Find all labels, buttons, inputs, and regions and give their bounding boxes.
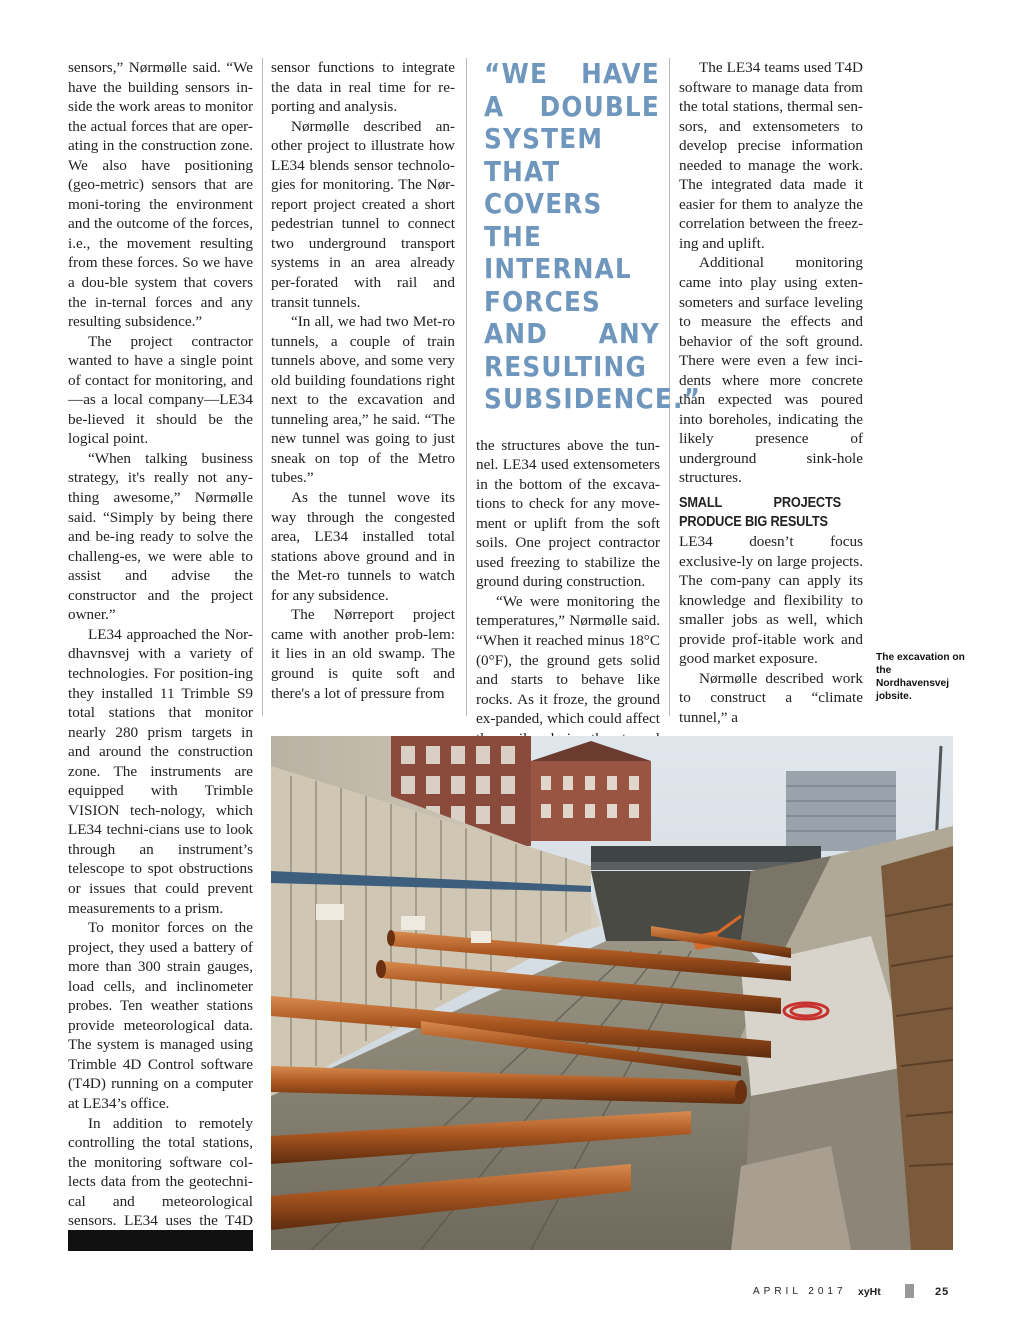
page-number: 25	[935, 1286, 950, 1298]
excavation-photo-illustration	[271, 736, 953, 1250]
paragraph: The LE34 teams used T4D software to manage data from the total stations, thermal sen-sors, and extensometers to develop precise information needed to manage the work. The integrated data made it easier for them to analyze the correlation between the freez-ing and uplift.	[679, 59, 863, 252]
paragraph: Additional monitoring came into play using exten-someters and surface leveling to measure the effects and behavior of the soft ground. There were even a few inci-dents where more concrete than expected was poured into boreholes, indicating the likely presence of underground sink-hole structures.	[679, 254, 863, 487]
paragraph: “We were monitoring the temperatures,” Nørmølle said. “When it reached minus 18°C (0°F), the ground gets solid and starts to behave like rocks. As it froze, the ground ex-panded, which could affect	[476, 592, 660, 728]
footer-divider	[905, 1284, 914, 1298]
article-column-4	[679, 58, 863, 728]
paragraph: In addition to remotely controlling the total stations, the monitoring software col-lects data from the geotechni-cal and meteorological sensors. LE34 uses the T4D	[68, 1114, 253, 1230]
paragraph: sensors,” Nørmølle said. “We have the building sensors in-side the work areas to monitor the actual forces that are oper-ating in the construction zone. We also have positioning (geo-metric) sensors that are moni-toring the environment and the outcome of the forces, i.e., the movement resulting from these forces. So we have a dou-ble system that covers the in-ternal forces and any resulting subsidence.”	[68, 59, 253, 331]
paragraph: sensor functions to integrate the data in real time for re-porting and analysis.	[271, 59, 455, 116]
article-column-3	[476, 58, 702, 826]
paragraph: LE34 doesn’t focus exclusive-ly on large projects. The com-pany can apply its knowledge and flexibility to smaller jobs as well, which provide prof-itable work and good market exposure.	[679, 533, 863, 668]
paragraph: To monitor forces on the project, they used a battery of more than 300 strain gauges, load cells, and inclinometer probes. Ten weather stations provide meteorological data. The system is managed using Trimble 4D Control software (T4D) running on a computer at LE34’s office.	[68, 919, 253, 1112]
paragraph: “When talking business strategy, it's really not any-thing awesome,” Nørmølle said. “Simply by being there and be-ing ready to solve the challeng-es, we were able to assist and advise the constructor and the project owner.”	[68, 449, 253, 624]
section-subhead: SMALL PROJECTS PRODUCE BIG RESULTS	[679, 495, 841, 531]
excavation-photo	[271, 736, 953, 1250]
magazine-brand: xyHt	[858, 1286, 881, 1298]
article-column-1	[68, 58, 253, 1250]
paragraph: “In all, we had two Met-ro tunnels, a couple of train tunnels above, and some very old building foundations right next to the excavation and tunneling area,” he said. “The new tunnel was going to just sneak on top of the Metro tubes.”	[271, 313, 455, 487]
paragraph: The Nørreport project came with another prob-lem: it lies in an old swamp. The ground is quite soft and there's a lot of pressure from	[271, 606, 455, 702]
paragraph: Nørmølle described an-other project to illustrate how LE34 blends sensor technolo-gies for monitoring. The Nør-report project created a short pedestrian tunnel to connect two underground transport systems in an area already per-forated with rail and transit tunnels.	[271, 117, 455, 311]
paragraph: the structures above the tun-nel. LE34 used extensometers in the bottom of the excava-tions to check for any move-ment or uplift from the soft soils. One project contractor used freezing to stabilize the ground during construction.	[476, 436, 660, 591]
photo-caption: The excavation on the Nordhavensvej jobsite.	[876, 652, 965, 702]
article-column-2	[271, 58, 455, 703]
pull-quote: “WE HAVE A DOUBLE SYSTEM THAT COVERS THE INTERNAL FORCES AND ANY RESULTING SUBSIDENCE.”	[484, 58, 702, 415]
column-rule	[262, 58, 263, 716]
paragraph: LE34 approached the Nor-dhavnsvej with a variety of technologies. For position-ing they installed 11 Trimble S9 total stations that monitor nearly 280 prism targets in and around the construction zone. The instruments are equipped with Trimble VISION tech-nology, which LE34 techni-cians use to look through an instrument’s telescope to spot obstructions or issues that could prevent measurements to a prism.	[68, 625, 253, 917]
paragraph: As the tunnel wove its way through the congested area, LE34 installed total stations above ground and in the Met-ro tunnels to watch for any subsidence.	[271, 489, 455, 604]
end-bar	[68, 1230, 253, 1251]
paragraph: Nørmølle described work to construct a “climate tunnel,” a	[679, 669, 863, 726]
issue-date: APRIL 2017	[753, 1286, 847, 1297]
column-rule	[466, 58, 467, 716]
paragraph: The project contractor wanted to have a single point of contact for monitoring, and—as a local company—LE34 be-lieved it should be the logical point.	[68, 332, 253, 448]
